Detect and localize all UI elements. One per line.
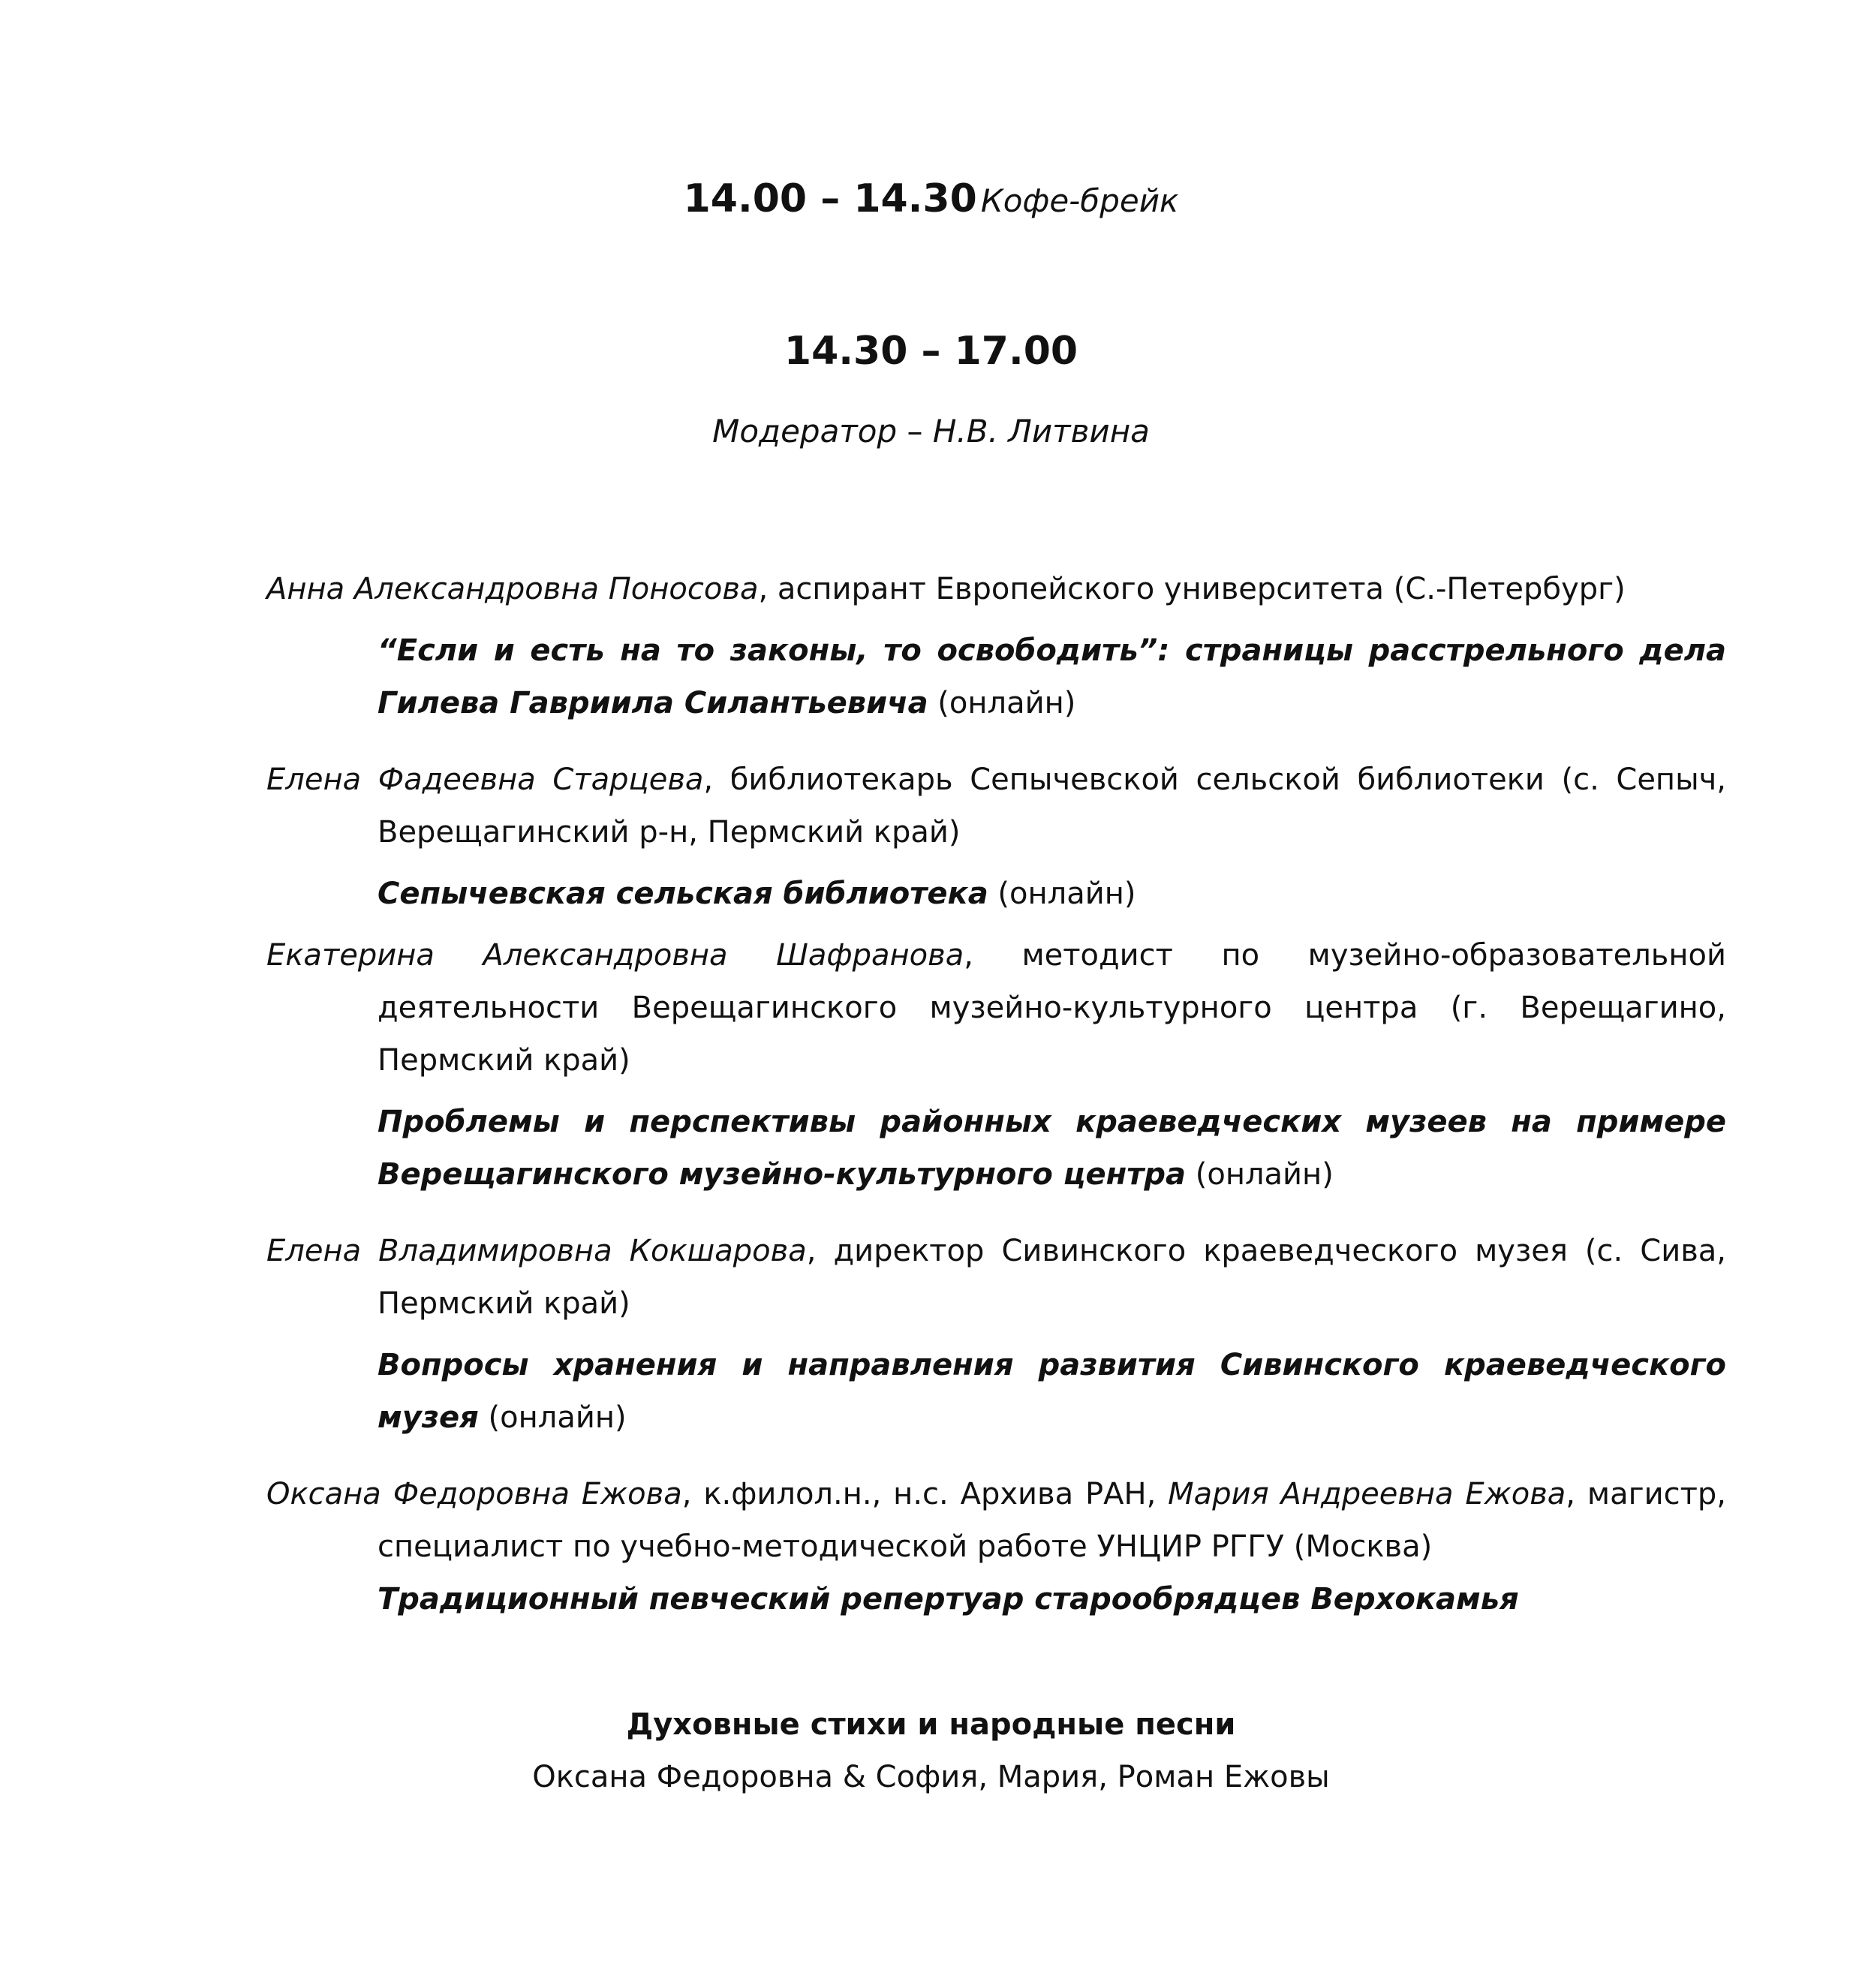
music-performers: Оксана Федоровна & София, Мария, Роман Ежовы bbox=[532, 1760, 1330, 1794]
coffee-break-label: Кофе-брейк bbox=[980, 182, 1179, 219]
speaker-line bbox=[266, 1468, 1726, 1573]
talk-title: Сепычевская сельская библиотека bbox=[378, 877, 988, 911]
speaker-affiliation: , директор Сивинского краеведческого музея (с. Сива, Пермский край) bbox=[378, 1234, 1726, 1321]
talk-entry bbox=[266, 929, 1726, 1201]
talk-entry bbox=[266, 1225, 1726, 1444]
talk-entry bbox=[266, 753, 1726, 920]
speaker-affiliation: , библиотекарь Сепычевской сельской библиотеки (с. Сепыч, Верещагинский р-н, Пермский край) bbox=[378, 762, 1727, 850]
coffee-break-time: 14.00 – 14.30 bbox=[683, 176, 977, 221]
talk-line bbox=[266, 1096, 1726, 1201]
talk-format: (онлайн) bbox=[928, 686, 1076, 720]
session-time-line bbox=[0, 329, 1862, 374]
second-speaker-affiliation: , магистр, специалист по учебно-методической работе УНЦИР РГГУ (Москва) bbox=[378, 1477, 1726, 1564]
moderator-label: Модератор bbox=[712, 413, 898, 450]
talk-line bbox=[266, 1573, 1726, 1626]
talk-format: (онлайн) bbox=[1186, 1157, 1334, 1192]
speaker-line bbox=[266, 929, 1726, 1087]
moderator-name: Н.В. Литвина bbox=[932, 413, 1150, 450]
second-speaker-name: Мария Андреевна Ежова bbox=[1168, 1477, 1566, 1511]
music-title: Духовные стихи и народные песни bbox=[626, 1707, 1236, 1742]
talk-line bbox=[266, 868, 1726, 920]
coffee-break-line bbox=[0, 176, 1862, 221]
moderator-dash: – bbox=[907, 413, 923, 450]
speaker-affiliation: , аспирант Европейского университета (С.-Петербург) bbox=[758, 572, 1626, 606]
talk-line bbox=[266, 624, 1726, 729]
speaker-line bbox=[266, 563, 1726, 615]
speaker-name: Елена Фадеевна Старцева bbox=[266, 762, 704, 797]
talk-line bbox=[266, 1339, 1726, 1444]
talk-title: Вопросы хранения и направления развития Сивинского краеведческого музея bbox=[378, 1348, 1726, 1435]
speaker-line bbox=[266, 1225, 1726, 1330]
talk-entry bbox=[266, 563, 1726, 729]
talk-format: (онлайн) bbox=[988, 877, 1136, 911]
speaker-affiliation: , к.филол.н., н.с. Архива РАН, bbox=[681, 1477, 1169, 1511]
talk-title: “Если и есть на то законы, то освободить”: страницы расстрельного дела Гилева Гавриила Силантьевича bbox=[378, 633, 1726, 720]
talks-list bbox=[266, 563, 1726, 1626]
session-time: 14.30 – 17.00 bbox=[784, 329, 1078, 374]
speaker-name: Анна Александровна Поносова bbox=[266, 572, 759, 606]
talk-entry bbox=[266, 1468, 1726, 1626]
talk-title: Традиционный певческий репертуар старообрядцев Верхокамья bbox=[378, 1582, 1519, 1617]
speaker-affiliation: , методист по музейно-образовательной деятельности Верещагинского музейно-культурного центра (г. Верещагино, Пермский край) bbox=[378, 938, 1726, 1078]
moderator-line bbox=[0, 413, 1862, 450]
talk-format: (онлайн) bbox=[478, 1400, 627, 1435]
speaker-name: Екатерина Александровна Шафранова bbox=[266, 938, 964, 973]
speaker-line bbox=[266, 753, 1726, 859]
talk-title: Проблемы и перспективы районных краеведческих музеев на примере Верещагинского музейно-культурного центра bbox=[378, 1105, 1726, 1192]
speaker-name: Оксана Федоровна Ежова bbox=[266, 1477, 682, 1511]
speaker-name: Елена Владимировна Кокшарова bbox=[266, 1234, 807, 1268]
